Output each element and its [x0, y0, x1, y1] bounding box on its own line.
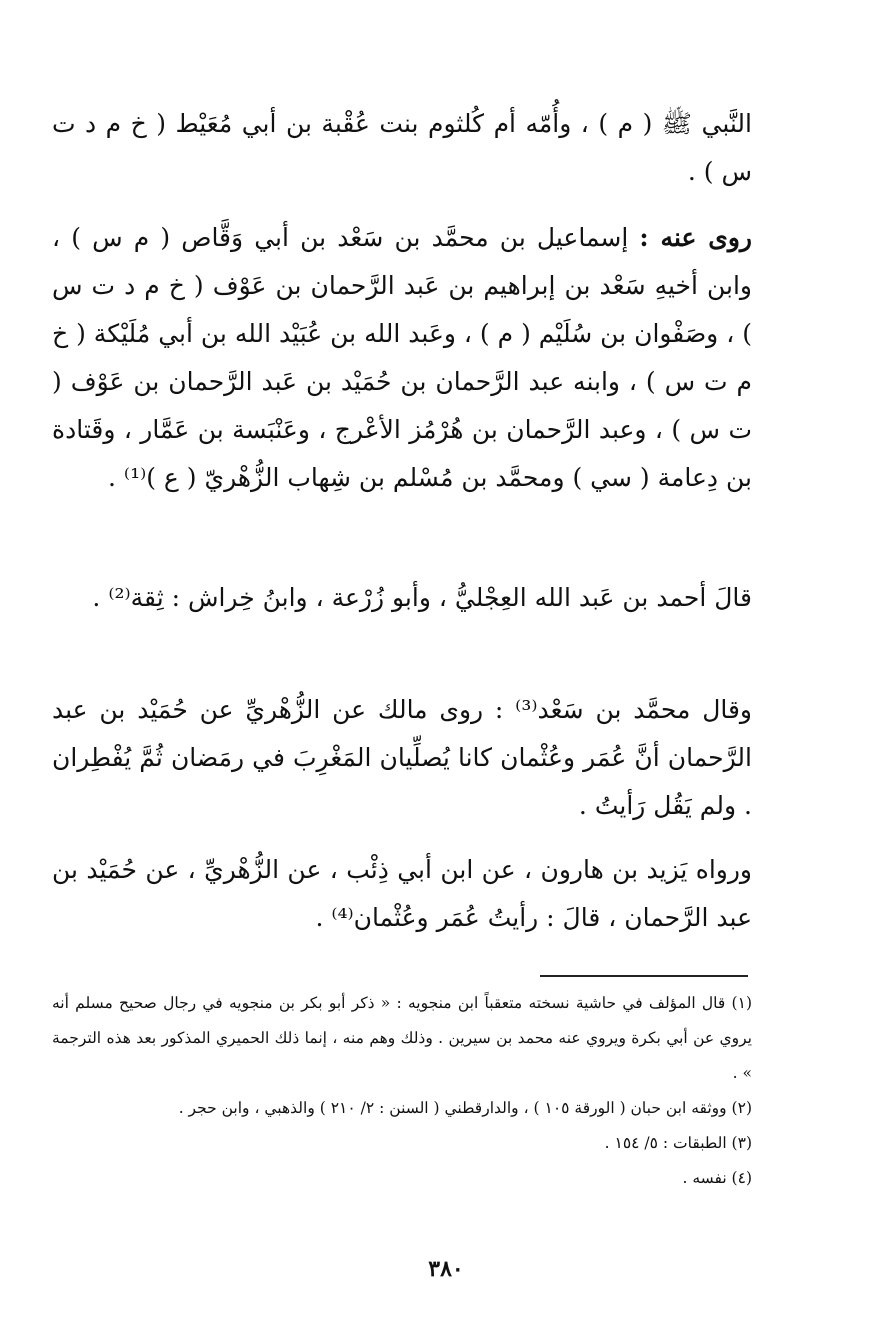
footnote-3: (٣) الطبقات : ٥/ ١٥٤ . — [604, 1134, 752, 1152]
paragraph-narrators — [52, 214, 752, 502]
paragraph-yazid: ورواه يَزيد بن هارون ، عن ابن أبي ذِئْب ، عن الزُّهْريِّ ، عن حُمَيْد بن عبد الرَّحمان ، قالَ : رأيتُ عُمَر وعُثْمان⁽⁴⁾ . — [52, 855, 752, 932]
narrators-list: إسماعيل بن محمَّد بن سَعْد بن أبي وَقَّاص ( م س ) ، وابن أخيهِ سَعْد بن إبراهيم بن عَبد الرَّحمان بن عَوْف ( خ م د ت س ) ، وصَفْوان بن سُلَيْم ( م ) ، وعَبد الله بن عُبَيْد الله بن أبي مُلَيْكة ( خ م ت س ) ، وابنه عبد الرَّحمان بن حُمَيْد بن عَبد الرَّحمان بن عَوْف ( ت س ) ، وعبد الرَّحمان بن هُرْمُز الأعْرج ، وعَنْبَسة بن عَمَّار ، وقَتادة بن دِعامة ( سي ) ومحمَّد بن مُسْلم بن شِهاب الزُّهْريّ ( ع )⁽¹⁾ . — [52, 223, 752, 492]
footnote-separator — [540, 975, 748, 977]
footnotes — [52, 986, 752, 1196]
page-number: ٣٨٠ — [428, 1256, 464, 1282]
footnote-2: (٢) ووثقه ابن حبان ( الورقة ١٠٥ ) ، والدارقطني ( السنن : ٢/ ٢١٠ ) والذهبي ، وابن حجر . — [178, 1099, 752, 1117]
footnote-4: (٤) نفسه . — [682, 1169, 752, 1187]
paragraph-trustworthy: قالَ أحمد بن عَبد الله العِجْليُّ ، وأبو زُرْعة ، وابنُ خِراش : ثِقة⁽²⁾ . — [92, 583, 752, 612]
paragraph-ibn-sad: وقال محمَّد بن سَعْد⁽³⁾ : روى مالك عن الزُّهْريِّ عن حُمَيْد بن عبد الرَّحمان أنَّ عُمَر وعُثْمان كانا يُصلِّيان المَغْرِبَ في رمَضان ثُمَّ يُفْطِران . ولم يَقُل رَأيتُ . — [52, 695, 752, 820]
narrated-from-him-heading: روى عنه : — [639, 223, 752, 252]
footnote-1: (١) قال المؤلف في حاشية نسخته متعقباً ابن منجويه : « ذكر أبو بكر بن منجويه في رجال صحيح مسلم أنه يروي عن أبي بكرة ويروي عنه محمد بن سيرين . وذلك وهم منه ، إنما ذلك الحميري المذكور بعد هذه الترجمة » . — [52, 994, 752, 1082]
paragraph-1: النَّبي ﷺ ( م ) ، وأُمّه أم كُلثوم بنت عُقْبة بن أبي مُعَيْط ( خ م د ت س ) . — [52, 109, 752, 186]
